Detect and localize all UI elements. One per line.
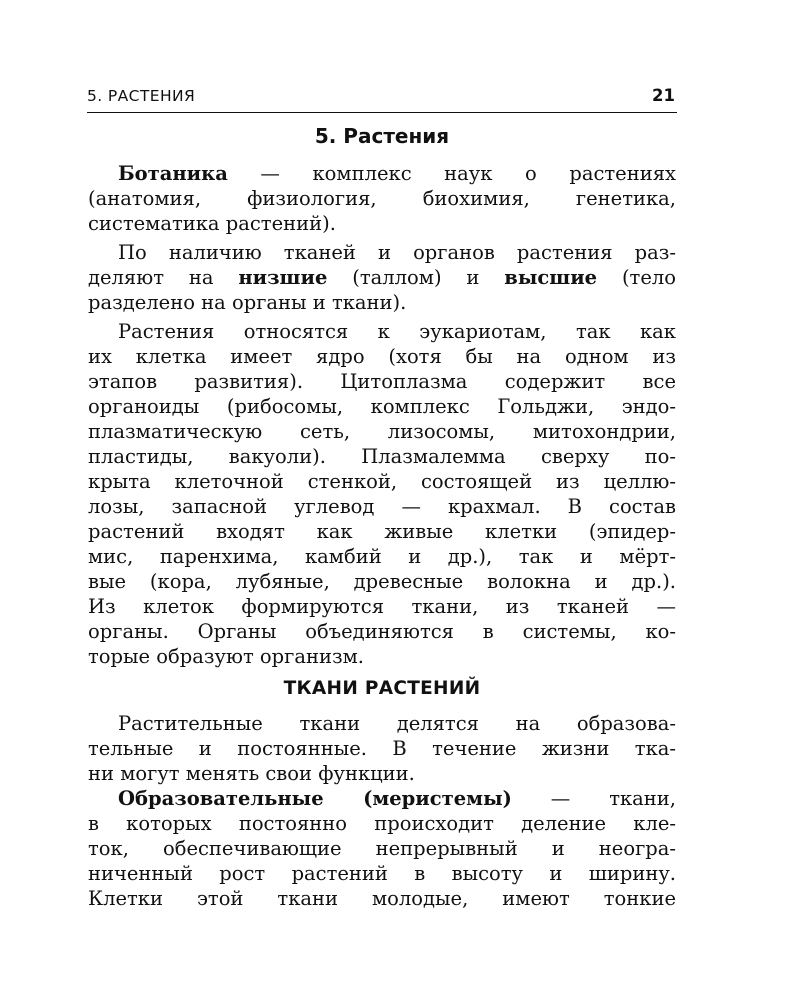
text-line [118,161,676,186]
term-botanika: Ботаника [118,162,228,185]
text-line: Из клеток формируются ткани, из тканей — [88,595,676,618]
text-line: разделено на органы и ткани). [88,291,407,314]
term-vysshie: высшие [504,266,598,289]
text-line: органы. Органы объединяются в системы, ко- [88,620,676,643]
term-nizshie: низшие [238,266,328,289]
text-line: растений входят как живые клетки (эпидер- [88,520,676,543]
text-line: плазматическую сеть, лизосомы, митохондрии, [88,420,676,443]
text-line [118,786,676,811]
text-line: мис, паренхима, камбий и др.), так и мёрт- [88,545,676,568]
text-line: в которых постоянно происходит деление кле- [88,812,676,835]
text-line: Растительные ткани делятся на образова- [118,712,676,735]
text-line: тельные и постоянные. В течение жизни тка- [88,737,676,760]
text-span: деляют на [88,266,239,289]
text-span: (таллом) и [327,266,505,289]
text-span: — комплекс наук о растениях [227,162,676,185]
running-header [87,86,677,113]
text-line: крыта клеточной стенкой, состоящей из целлю- [88,470,676,493]
text-line: ниченный рост растений в высоту и ширину. [88,862,676,885]
text-line: пластиды, вакуоли). Плазмалемма сверху по- [88,445,676,468]
section-subheading: ТКАНИ РАСТЕНИЙ [283,678,481,699]
text-line: ни могут менять свои функции. [88,762,415,785]
chapter-title: 5. Растения [314,124,450,148]
running-header-section: 5. РАСТЕНИЯ [87,87,196,105]
text-line: систематика растений). [88,212,336,235]
text-line: этапов развития). Цитоплазма содержит все [88,370,676,393]
text-span: (тело [597,266,677,289]
text-line: торые образуют организм. [88,645,364,668]
text-line: лозы, запасной углевод — крахмал. В состав [88,495,676,518]
text-line: Растения относятся к эукариотам, так как [118,320,676,343]
text-line: ток, обеспечивающие непрерывный и неогра- [88,837,676,860]
text-line [88,265,676,290]
term-obrazovatelnye: Образовательные (меристемы) [118,787,512,810]
page-number: 21 [652,86,675,105]
text-line: органоиды (рибосомы, комплекс Гольджи, эндо- [88,395,676,418]
text-line: их клетка имеет ядро (хотя бы на одном из [88,345,676,368]
text-line: Клетки этой ткани молодые, имеют тонкие [88,887,676,910]
text-line: (анатомия, физиология, биохимия, генетика, [88,187,676,210]
text-line: По наличию тканей и органов растения раз- [118,241,676,264]
text-span: — ткани, [511,787,676,810]
text-line: вые (кора, лубяные, древесные волокна и др.). [88,570,676,593]
